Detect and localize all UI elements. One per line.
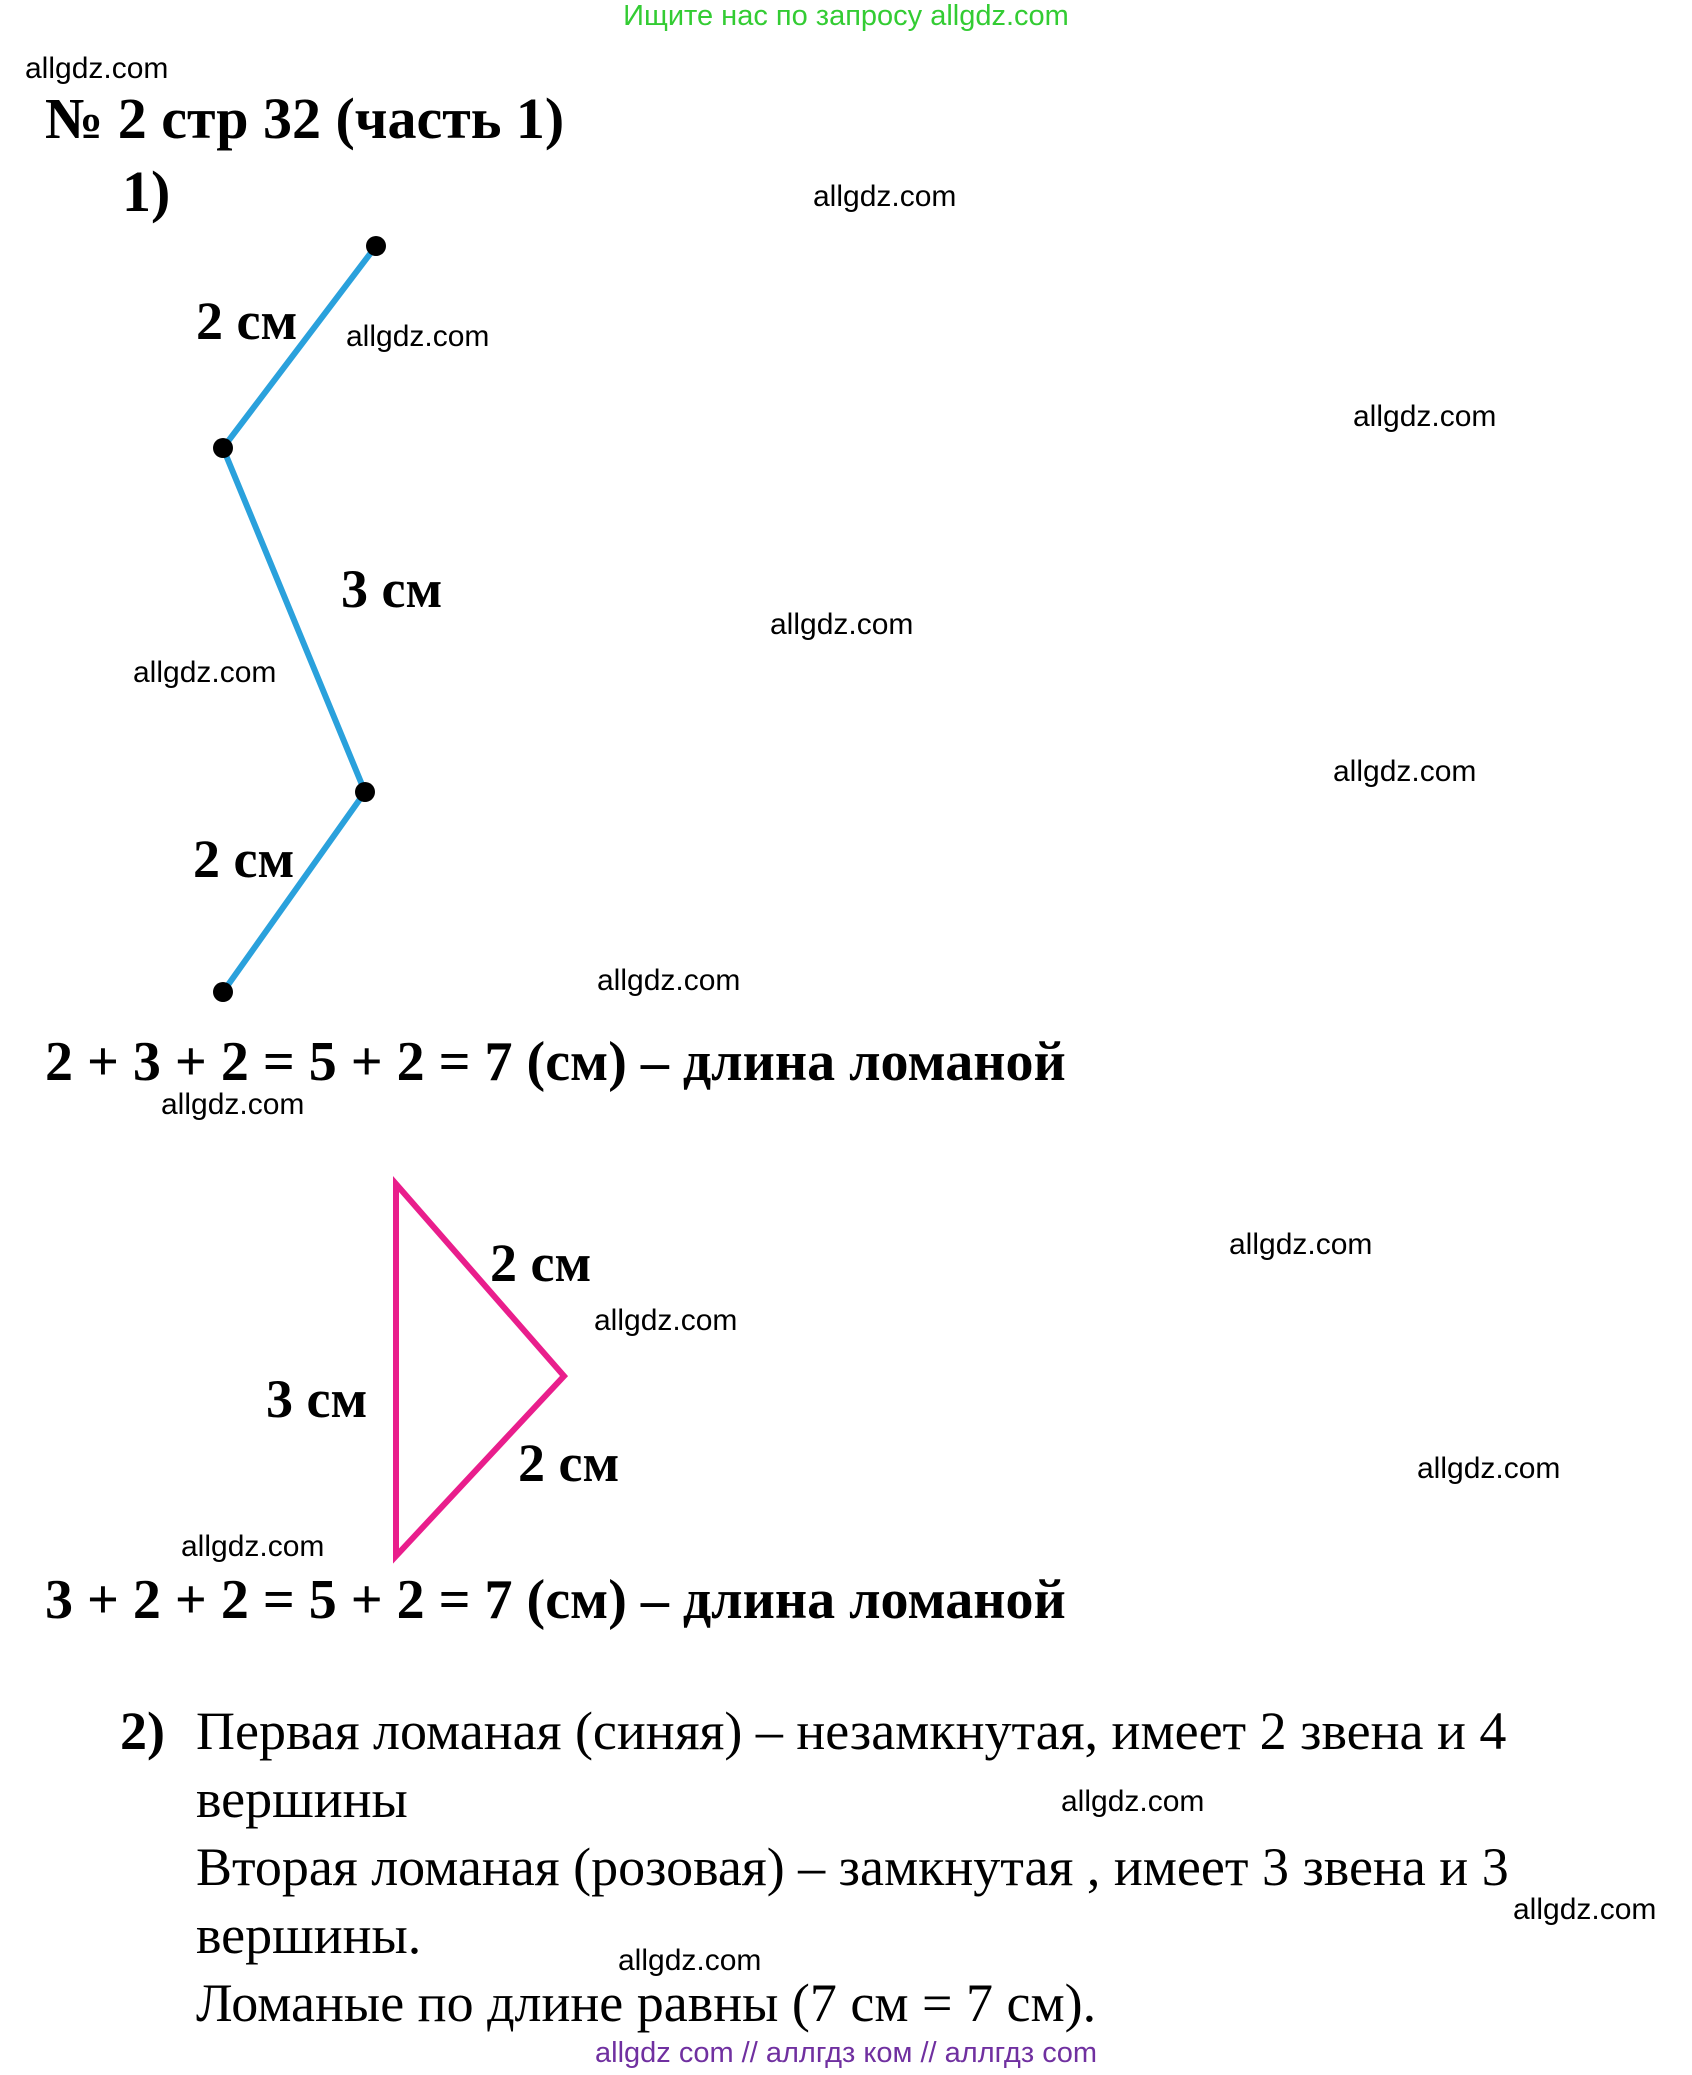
watermark: allgdz.com: [597, 964, 741, 997]
footer-links: allgdz com // аллгдз ком // аллгдз com: [595, 2037, 1097, 2069]
segment-label: 3 см: [341, 559, 443, 619]
segment-label: 2 см: [196, 291, 298, 351]
watermark: allgdz.com: [346, 320, 490, 353]
triangle-side-label: 2 см: [518, 1433, 620, 1493]
equation-polyline: 2 + 3 + 2 = 5 + 2 = 7 (см) – длина ломаной: [45, 1031, 1066, 1093]
watermark: allgdz.com: [813, 180, 957, 213]
equation-triangle: 3 + 2 + 2 = 5 + 2 = 7 (см) – длина ломаной: [45, 1569, 1066, 1631]
watermark: allgdz.com: [1353, 400, 1497, 433]
answer-line: вершины: [196, 1769, 408, 1829]
top-banner: Ищите нас по запросу allgdz.com: [623, 0, 1069, 32]
vertex-point: [355, 782, 375, 802]
page-title: № 2 стр 32 (часть 1): [45, 86, 565, 151]
watermark: allgdz.com: [1513, 1893, 1657, 1926]
vertex-point: [213, 438, 233, 458]
answer-line: Вторая ломаная (розовая) – замкнутая , имеет 3 звена и 3: [196, 1837, 1509, 1897]
watermark: allgdz.com: [1229, 1228, 1373, 1261]
answer-line: Ломаные по длине равны (7 см = 7 см).: [196, 1973, 1097, 2033]
watermark: allgdz.com: [1061, 1785, 1205, 1818]
watermark: allgdz.com: [770, 608, 914, 641]
watermark: allgdz.com: [133, 656, 277, 689]
watermark: allgdz.com: [1417, 1452, 1561, 1485]
watermark: allgdz.com: [181, 1530, 325, 1563]
answer-line: Первая ломаная (синяя) – незамкнутая, имеет 2 звена и 4: [196, 1701, 1507, 1761]
triangle-side-label: 2 см: [490, 1233, 592, 1293]
triangle-side-label: 3 см: [266, 1369, 368, 1429]
part-2-label: 2): [120, 1701, 165, 1761]
answer-line: вершины.: [196, 1905, 422, 1965]
vertex-point: [213, 982, 233, 1002]
part-1-label: 1): [122, 159, 171, 224]
watermark: allgdz.com: [618, 1944, 762, 1977]
watermark: allgdz.com: [161, 1088, 305, 1121]
vertex-point: [366, 236, 386, 256]
watermark: allgdz.com: [1333, 755, 1477, 788]
watermark: allgdz.com: [25, 52, 169, 85]
segment-label: 2 см: [193, 829, 295, 889]
watermark: allgdz.com: [594, 1304, 738, 1337]
